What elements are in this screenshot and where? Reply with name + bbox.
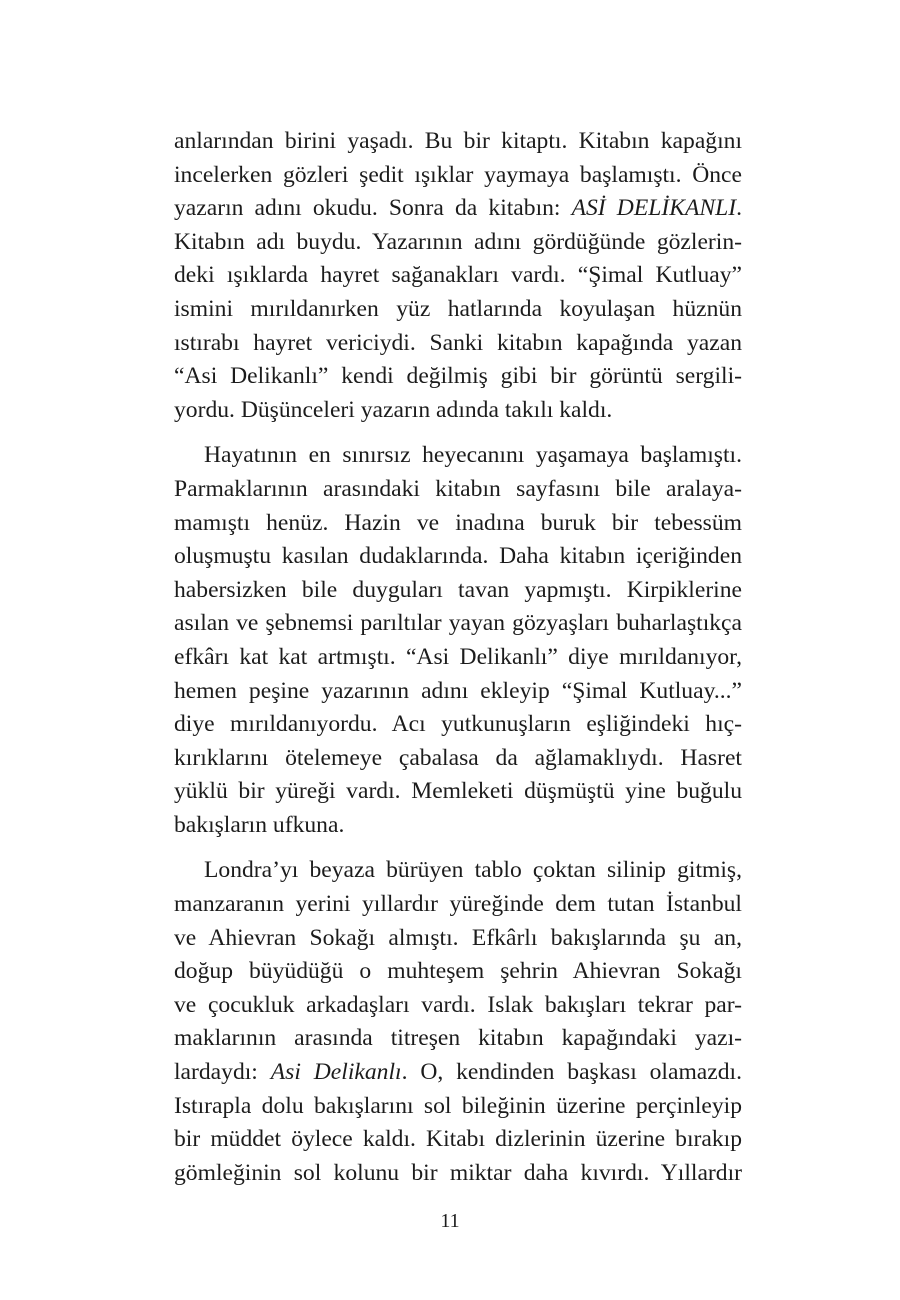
text-line: Hayatının en sınırsız heyecanını yaşamaya başlamıştı. bbox=[204, 442, 742, 469]
text-line: hemen peşine yazarının adını ekleyip “Şimal Kutluay...” bbox=[174, 677, 742, 704]
paragraph-3 bbox=[174, 854, 742, 1190]
page-number: 11 bbox=[440, 1210, 460, 1232]
text-line: deki ışıklarda hayret sağanakları vardı. “Şimal Kutluay” bbox=[174, 262, 742, 289]
text-line: doğup büyüdüğü o muhteşem şehrin Ahievran Sokağı bbox=[174, 958, 742, 985]
text-line: ve çocukluk arkadaşları vardı. Islak bakışları tekrar par- bbox=[174, 991, 742, 1018]
text-line bbox=[174, 1056, 742, 1090]
text-line: maklarının arasında titreşen kitabın kapağındaki yazı- bbox=[174, 1025, 742, 1052]
text-segment: yazarın adını okudu. Sonra da kitabın: bbox=[174, 195, 572, 222]
book-title-italic: Asi Delikanlı bbox=[270, 1059, 402, 1086]
text-line: diye mırıldanıyordu. Acı yutkunuşların eşliğindeki hıç- bbox=[174, 711, 742, 738]
text-line: mamıştı henüz. Hazin ve inadına buruk bir tebessüm bbox=[174, 509, 742, 536]
text-line: asılan ve şebnemsi parıltılar yayan gözyaşları buharlaştıkça bbox=[174, 610, 742, 637]
paragraph-1 bbox=[174, 125, 742, 427]
text-line: oluşmuştu kasılan dudaklarında. Daha kitabın içeriğinden bbox=[174, 543, 742, 570]
text-line: ve Ahievran Sokağı almıştı. Efkârlı bakışlarında şu an, bbox=[174, 924, 742, 951]
text-line: Parmaklarının arasındaki kitabın sayfasını bile aralaya- bbox=[174, 475, 742, 502]
text-line: Londra’yı beyaza bürüyen tablo çoktan silinip gitmiş, bbox=[204, 857, 742, 884]
text-line: incelerken gözleri şedit ışıklar yaymaya başlamıştı. Önce bbox=[174, 161, 742, 188]
text-line: yordu. Düşünceleri yazarın adında takılı kaldı. bbox=[174, 396, 613, 423]
text-line bbox=[174, 192, 742, 226]
text-line: habersizken bile duyguları tavan yapmıştı. Kirpiklerine bbox=[174, 576, 742, 603]
text-line: bakışların ufkuna. bbox=[174, 811, 345, 838]
text-line: yüklü bir yüreği vardı. Memleketi düşmüştü yine buğulu bbox=[174, 778, 742, 805]
text-line: kırıklarını ötelemeye çabalasa da ağlamaklıydı. Hasret bbox=[174, 744, 742, 771]
text-segment: lardaydı: bbox=[174, 1059, 271, 1086]
text-line: bir müddet öylece kaldı. Kitabı dizlerinin üzerine bırakıp bbox=[174, 1126, 742, 1153]
text-line: “Asi Delikanlı” kendi değilmiş gibi bir görüntü sergili- bbox=[174, 363, 742, 390]
text-line: efkârı kat kat artmıştı. “Asi Delikanlı” diye mırıldanıyor, bbox=[174, 643, 742, 670]
book-title-italic: ASİ DELİKANLI bbox=[571, 195, 737, 222]
text-line: ismini mırıldanırken yüz hatlarında koyulaşan hüznün bbox=[174, 295, 742, 322]
text-segment: . O, kendinden başkası olamazdı. bbox=[401, 1059, 742, 1086]
body-text bbox=[174, 125, 742, 1202]
text-line: gömleğinin sol kolunu bir miktar daha kıvırdı. Yıllardır bbox=[174, 1159, 742, 1186]
text-line: ıstırabı hayret vericiydi. Sanki kitabın kapağında yazan bbox=[174, 329, 742, 356]
text-line: Istırapla dolu bakışlarını sol bileğinin üzerine perçinleyip bbox=[174, 1092, 742, 1119]
text-line: anlarından birini yaşadı. Bu bir kitaptı. Kitabın kapağını bbox=[174, 128, 742, 154]
paragraph-2 bbox=[174, 439, 742, 842]
text-segment: . bbox=[736, 195, 742, 222]
text-line: Kitabın adı buydu. Yazarının adını gördüğünde gözlerin- bbox=[174, 228, 742, 255]
text-line: manzaranın yerini yıllardır yüreğinde dem tutan İstanbul bbox=[174, 891, 742, 918]
